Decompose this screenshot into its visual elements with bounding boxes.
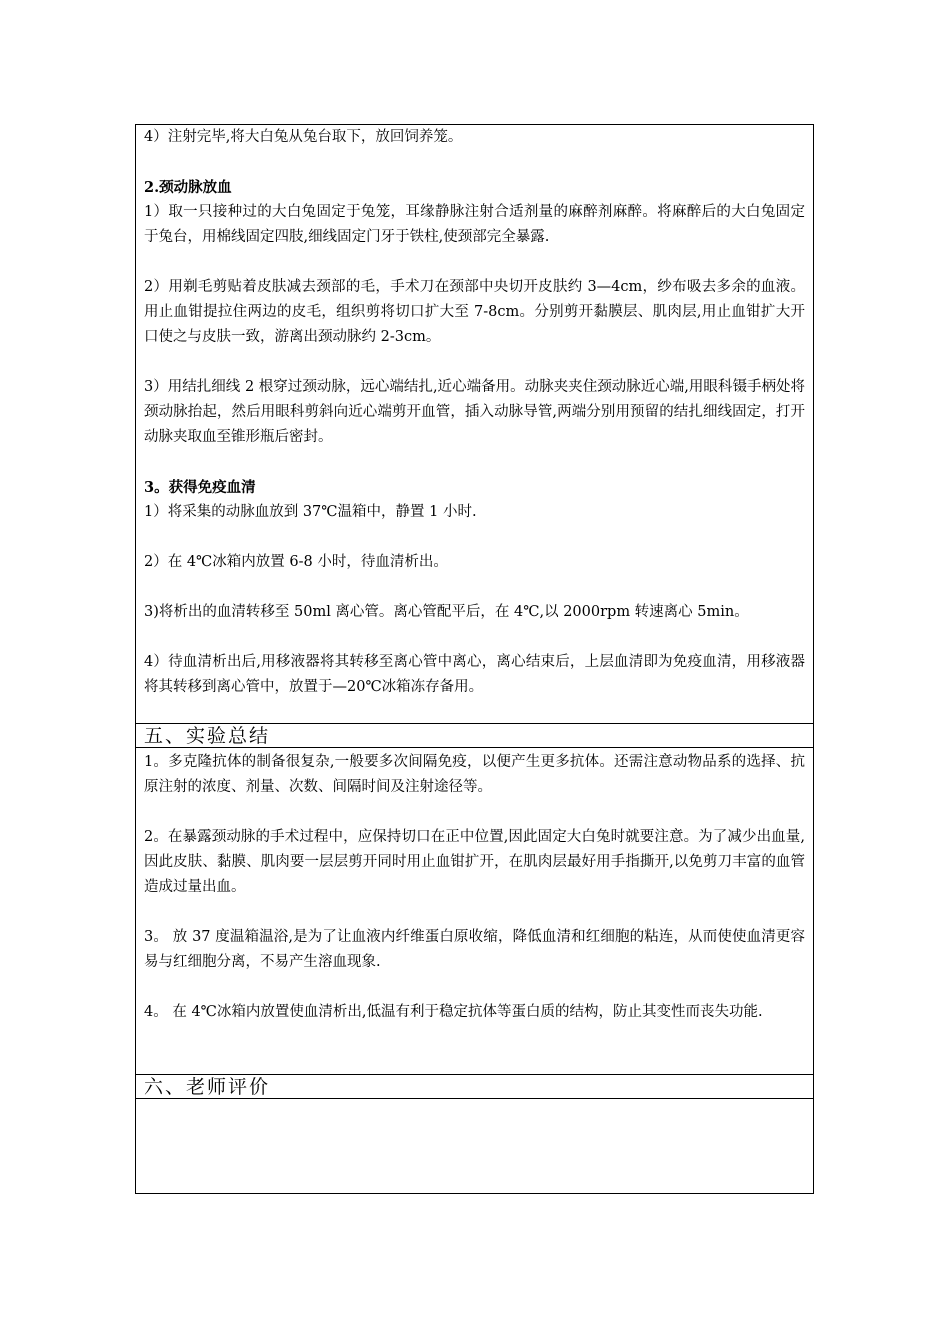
- step4-intro: 4）注射完毕,将大白兔从兔台取下，放回饲养笼。: [144, 129, 463, 145]
- summary-point1: 1。多克隆抗体的制备很复杂,一般要多次间隔免疫，以便产生更多抗体。还需注意动物品系的选择、抗原注射的浓度、剂量、次数、间隔时间及注射途径等。: [144, 754, 805, 795]
- serum-heading: 3。获得免疫血清: [144, 479, 256, 496]
- carotid-step3: 3）用结扎细线 2 根穿过颈动脉，远心端结扎,近心端备用。动脉夹夹住颈动脉近心端,用眼科镊手柄处将颈动脉抬起，然后用眼科剪斜向近心端剪开血管，插入动脉导管,两端分别用预留的结扎细线固定，打开动脉夹取血至锥形瓶后密封。: [144, 379, 805, 445]
- serum-step3: 3)将析出的血清转移至 50ml 离心管。离心管配平后，在 4℃,以 2000rpm 转速离心 5min。: [144, 604, 749, 620]
- report-table: [135, 124, 814, 1194]
- carotid-bleeding-heading: 2.颈动脉放血: [144, 179, 232, 196]
- carotid-step1: 1）取一只接种过的大白兔固定于兔笼，耳缘静脉注射合适剂量的麻醉剂麻醉。将麻醉后的大白兔固定于兔台，用棉线固定四肢,细线固定门牙于铁柱,使颈部完全暴露.: [144, 204, 805, 245]
- serum-step1: 1）将采集的动脉血放到 37℃温箱中，静置 1 小时.: [144, 504, 477, 520]
- teacher-eval-heading: 六、老师评价: [136, 1075, 813, 1099]
- serum-step2: 2）在 4℃冰箱内放置 6-8 小时，待血清析出。: [144, 554, 448, 570]
- summary-section: [136, 748, 813, 1075]
- summary-point4: 4。 在 4℃冰箱内放置使血清析出,低温有利于稳定抗体等蛋白质的结构，防止其变性而丧失功能.: [144, 1004, 763, 1020]
- results-section: [136, 125, 813, 724]
- summary-point3: 3。 放 37 度温箱温浴,是为了让血液内纤维蛋白原收缩，降低血清和红细胞的粘连，从而使使血清更容易与红细胞分离，不易产生溶血现象.: [144, 929, 805, 970]
- serum-step4: 4）待血清析出后,用移液器将其转移至离心管中离心，离心结束后，上层血清即为免疫血清，用移液器将其转移到离心管中，放置于—20℃冰箱冻存备用。: [144, 654, 805, 695]
- carotid-step2: 2）用剃毛剪贴着皮肤减去颈部的毛，手术刀在颈部中央切开皮肤约 3—4cm，纱布吸去多余的血液。用止血钳提拉住两边的皮毛，组织剪将切口扩大至 7-8cm。分别剪开黏膜层、肌肉层,用止血钳扩大开口使之与皮肤一致，游离出颈动脉约 2-3cm。: [144, 279, 805, 345]
- results-content: [136, 125, 813, 723]
- summary-content: [136, 748, 813, 1074]
- summary-point2: 2。在暴露颈动脉的手术过程中，应保持切口在正中位置,因此固定大白兔时就要注意。为了减少出血量,因此皮肤、黏膜、肌肉要一层层剪开同时用止血钳扩开，在肌肉层最好用手指撕开,以免剪刀丰富的血管造成过量出血。: [144, 829, 805, 895]
- teacher-eval-body: [136, 1099, 813, 1193]
- summary-heading: 五、实验总结: [136, 724, 813, 748]
